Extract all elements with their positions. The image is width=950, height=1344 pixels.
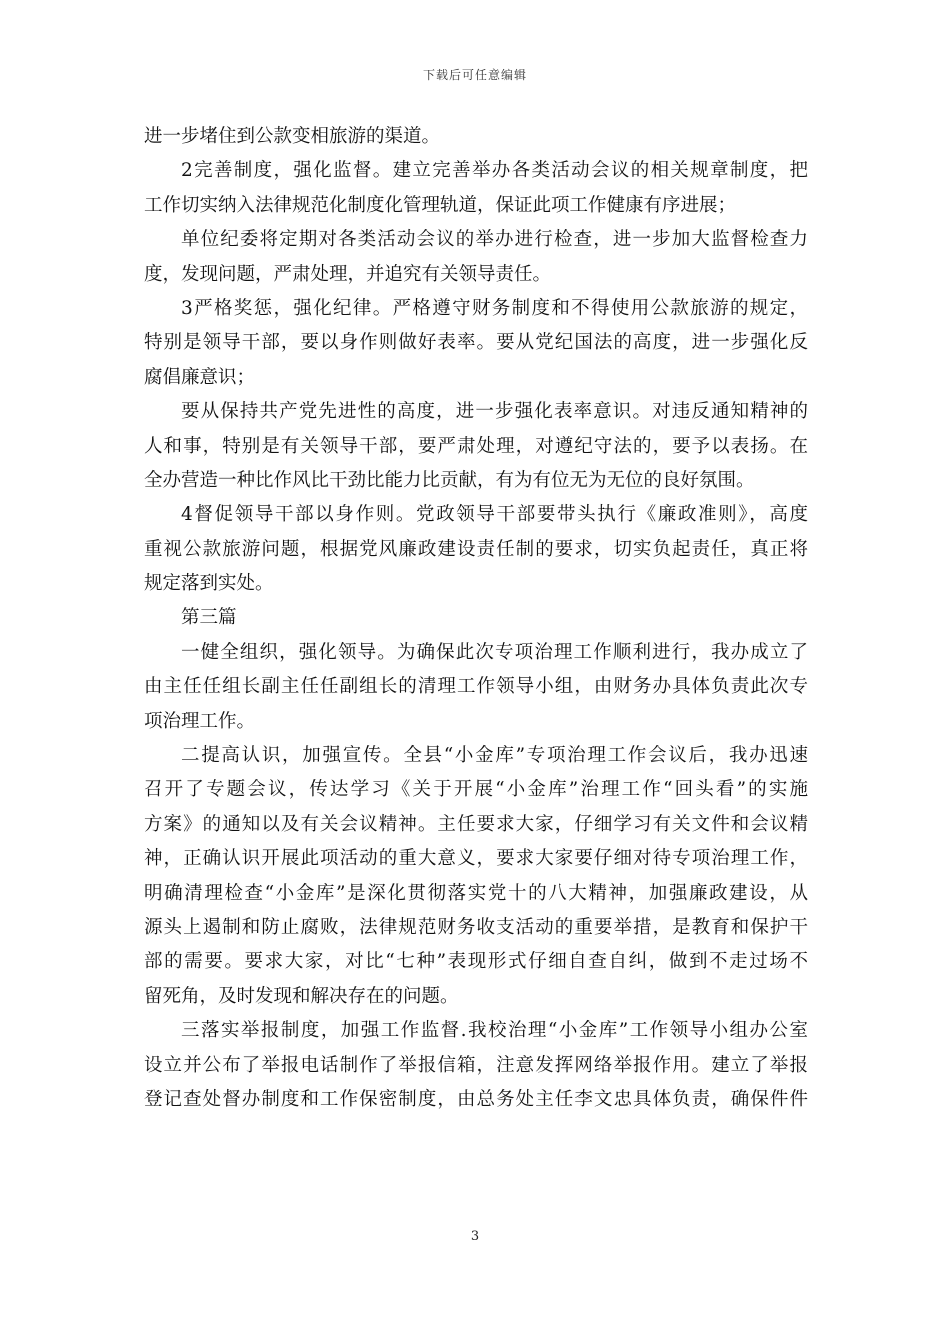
text-line: 单位纪委将定期对各类活动会议的举办进行检查，进一步加大监督检查力 xyxy=(181,229,808,251)
page-number: 3 xyxy=(470,1229,480,1244)
text-line: 腐倡廉意识； xyxy=(144,366,256,388)
text-line: 全办营造一种比作风比干劲比能力比贡献，有为有位无为无位的良好氛围。 xyxy=(144,469,755,491)
text-line: 4督促领导干部以身作则。党政领导干部要带头执行《廉政准则》，高度 xyxy=(181,504,808,526)
text-line: 3严格奖惩，强化纪律。严格遵守财务制度和不得使用公款旅游的规定， xyxy=(181,297,808,319)
text-line: 登记查处督办制度和工作保密制度，由总务处主任李文忠具体负责，确保件件 xyxy=(144,1088,808,1110)
text-line: 进一步堵住到公款变相旅游的渠道。 xyxy=(144,126,441,147)
text-line: 工作切实纳入法律规范化制度化管理轨道，保证此项工作健康有序进展； xyxy=(144,194,737,216)
text-line: 留死角，及时发现和解决存在的问题。 xyxy=(144,985,459,1007)
text-line: 设立并公布了举报电话制作了举报信箱，注意发挥网络举报作用。建立了举报 xyxy=(144,1054,808,1076)
text-line: 特别是领导干部，要以身作则做好表率。要从党纪国法的高度，进一步强化反 xyxy=(144,332,808,354)
text-line: 第三篇 xyxy=(181,607,237,629)
text-line: 重视公款旅游问题，根据党风廉政建设责任制的要求，切实负起责任，真正将 xyxy=(144,538,808,560)
text-line: 明确清理检查“小金库”是深化贯彻落实党十的八大精神，加强廉政建设，从 xyxy=(144,882,808,904)
text-line: 要从保持共产党先进性的高度，进一步强化表率意识。对违反通知精神的 xyxy=(181,401,808,423)
text-line: 规定落到实处。 xyxy=(144,573,274,595)
document-body xyxy=(144,120,808,1117)
text-line: 三落实举报制度，加强工作监督.我校治理“小金库”工作领导小组办公室 xyxy=(181,1020,808,1042)
text-line: 源头上遏制和防止腐败，法律规范财务收支活动的重要举措，是教育和保护干 xyxy=(144,916,808,938)
text-line: 一健全组织，强化领导。为确保此次专项治理工作顺利进行，我办成立了 xyxy=(181,641,808,663)
text-line: 人和事，特别是有关领导干部，要严肃处理，对遵纪守法的，要予以表扬。在 xyxy=(144,435,808,457)
text-line: 二提高认识，加强宣传。全县“小金库”专项治理工作会议后，我办迅速 xyxy=(181,745,808,767)
text-line: 2完善制度，强化监督。建立完善举办各类活动会议的相关规章制度，把 xyxy=(181,160,808,182)
header-note: 下载后可任意编辑 xyxy=(422,68,527,82)
text-line: 召开了专题会议，传达学习《关于开展“小金库”治理工作“回头看”的实施 xyxy=(144,779,808,801)
text-line: 项治理工作。 xyxy=(144,710,256,732)
text-line: 部的需要。要求大家，对比“七种”表现形式仔细自查自纠，做到不走过场不 xyxy=(144,951,808,973)
text-line: 度，发现问题，严肃处理，并追究有关领导责任。 xyxy=(144,263,552,285)
text-line: 由主任任组长副主任任副组长的清理工作领导小组，由财务办具体负责此次专 xyxy=(144,676,808,698)
text-line: 方案》的通知以及有关会议精神。主任要求大家，仔细学习有关文件和会议精 xyxy=(144,813,808,835)
text-line: 神，正确认识开展此项活动的重大意义，要求大家要仔细对待专项治理工作， xyxy=(144,848,808,870)
